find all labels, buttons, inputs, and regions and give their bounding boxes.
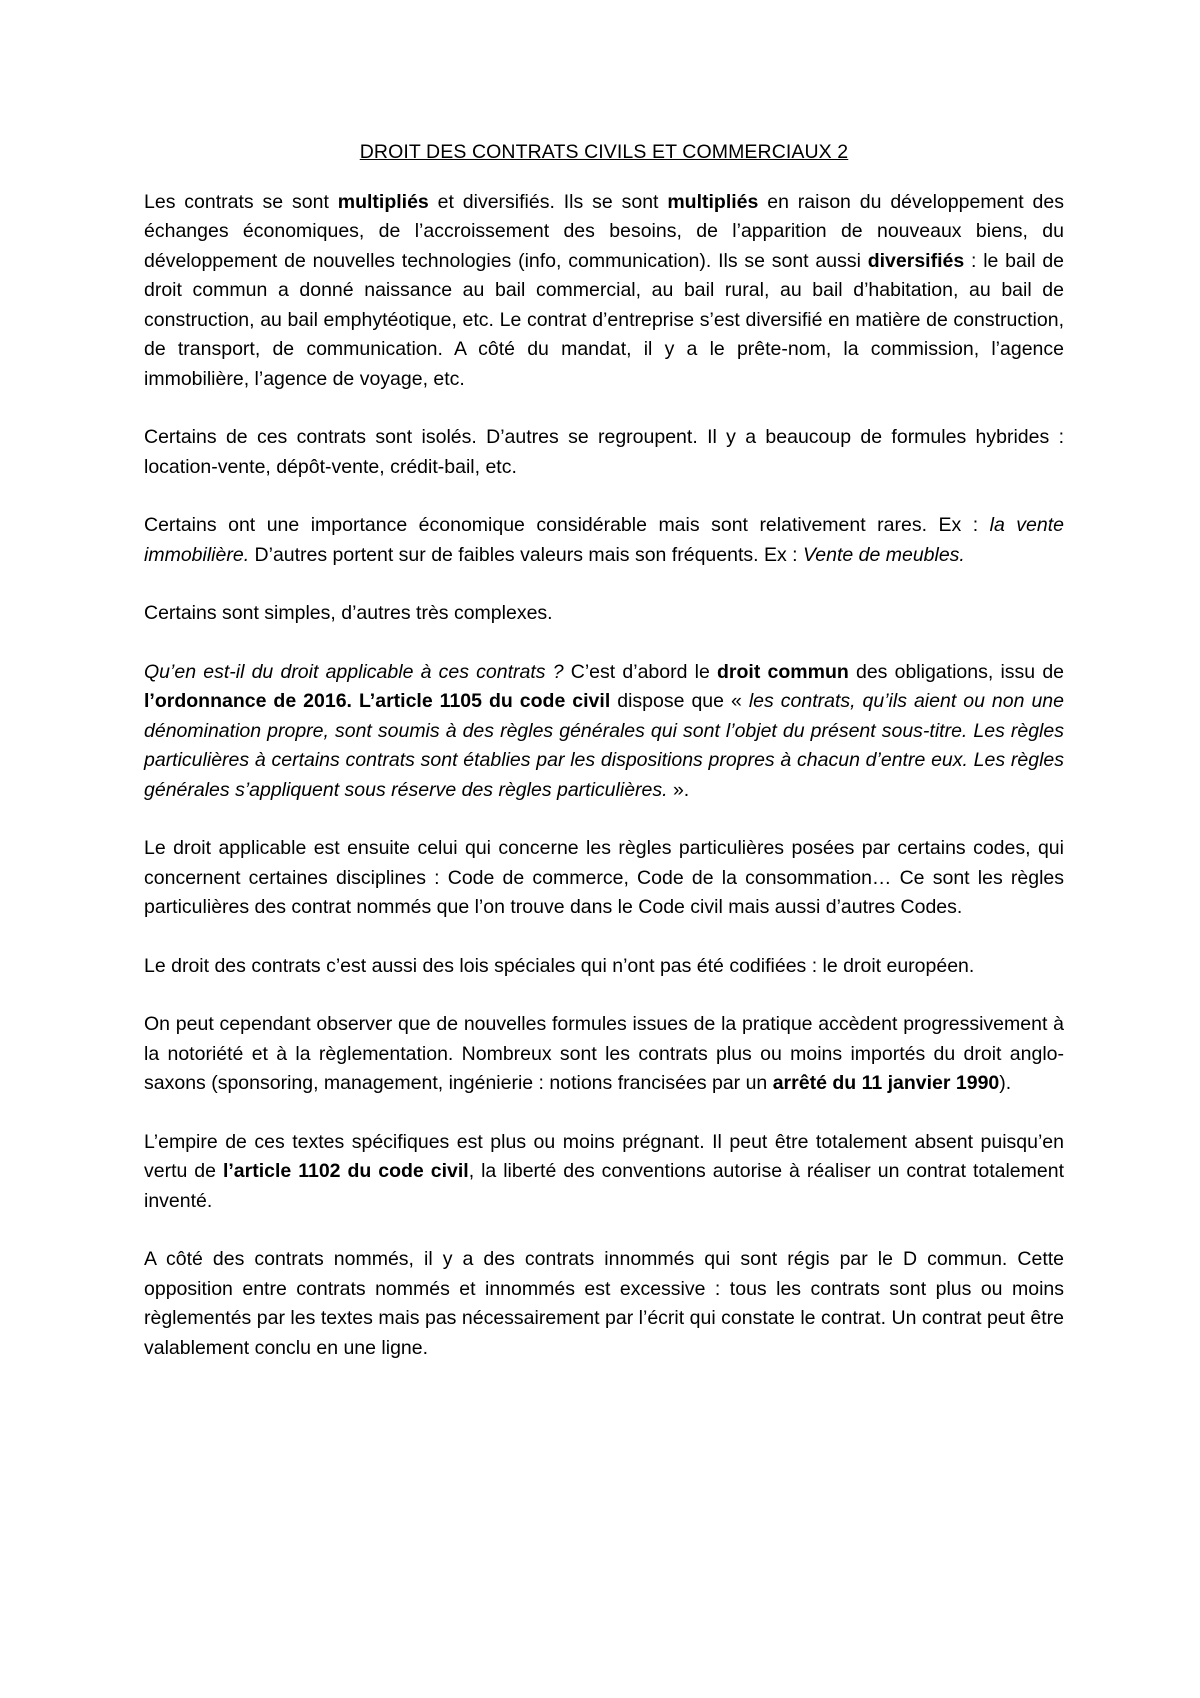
text-run: Certains ont une importance économique considérable mais sont relativement rares. Ex : bbox=[144, 514, 990, 536]
document-title: DROIT DES CONTRATS CIVILS ET COMMERCIAUX 2 bbox=[359, 141, 849, 163]
paragraph-10: A côté des contrats nommés, il y a des contrats innommés qui sont régis par le D commun. Cette opposition entre contrats nommés et innommés est excessive : tous les contrats sont plus ou moins règlementés par les textes mais pas nécessairement par l’écrit qui constate le contrat. Un contrat peut être valablement conclu en une ligne. bbox=[144, 1248, 1064, 1359]
paragraph-2: Certains de ces contrats sont isolés. D’autres se regroupent. Il y a beaucoup de formules hybrides : location-vente, dépôt-vente, crédit-bail, etc. bbox=[144, 426, 1064, 478]
bold-run: l’ordonnance de 2016. L’article 1105 du code civil bbox=[144, 690, 611, 712]
text-run: ». bbox=[667, 778, 690, 801]
paragraph-7: Le droit des contrats c’est aussi des lois spéciales qui n’ont pas été codifiées : le droit européen. bbox=[144, 954, 975, 977]
text-run: : le bail de droit commun a donné naissance au bail commercial, au bail rural, au bail d’habitation, au bail de construction, au bail emphytéotique, etc. Le contrat d’entreprise s’est diversifié en matière de construction, de transport, de communication. A côté du mandat, il y a le prête-nom, la commission, l’agence immobilière, l’agence de voyage, etc. bbox=[144, 249, 1065, 390]
paragraph-6: Le droit applicable est ensuite celui qui concerne les règles particulières posées par certains codes, qui concernent certaines disciplines : Code de commerce, Code de la consommation… Ce sont les règles particulières des contrat nommés que l’on trouve dans le Code civil mais aussi d’autres Codes. bbox=[144, 837, 1064, 918]
text-run: en raison du développement des échanges économiques, de l’accroissement des besoins, de l’apparition de nouveaux biens, du développement de nouvelles technologies (info, communication). Ils se sont aussi bbox=[144, 190, 1064, 272]
text-run: L’empire de ces textes spécifiques est plus ou moins prégnant. Il peut être totalement absent puisqu’en vertu de bbox=[144, 1130, 1064, 1182]
paragraph-5 bbox=[144, 658, 1064, 806]
bold-run: multipliés bbox=[337, 190, 429, 213]
italic-run: les contrats, qu’ils aient ou non une dénomination propre, sont soumis à des règles générales qui sont l’objet du présent sous-titre. Les règles particulières à certains contrats sont établies par les dispositions propres à chacun d’entre eux. Les règles générales s’appliquent sous réserve des règles particulières. bbox=[144, 690, 1064, 801]
document-page bbox=[144, 138, 1064, 1392]
text-run: dispose que « bbox=[610, 690, 749, 712]
italic-run: Vente de meubles. bbox=[802, 543, 965, 566]
paragraph-3 bbox=[144, 511, 1064, 570]
bold-run: arrêté du 11 janvier 1990 bbox=[772, 1072, 1000, 1094]
text-run: On peut cependant observer que de nouvelles formules issues de la pratique accèdent progressivement à la notoriété et à la règlementation. Nombreux sont les contrats plus ou moins importés du droit anglo-saxons (sponsoring, management, ingénierie : notions francisées par un bbox=[144, 1013, 1064, 1094]
paragraph-9 bbox=[144, 1128, 1064, 1217]
paragraph-1 bbox=[144, 188, 1064, 395]
text-run: C’est d’abord le bbox=[563, 660, 717, 683]
text-run: D’autres portent sur de faibles valeurs mais son fréquents. Ex : bbox=[249, 543, 803, 566]
bold-run: diversifiés bbox=[867, 249, 965, 272]
text-run: , la liberté des conventions autorise à réaliser un contrat totalement inventé. bbox=[144, 1160, 1065, 1212]
text-run: ). bbox=[999, 1072, 1012, 1094]
bold-run: l’article 1102 du code civil bbox=[222, 1160, 469, 1182]
bold-run: multipliés bbox=[667, 190, 759, 213]
text-run: et diversifiés. Ils se sont bbox=[428, 190, 668, 213]
paragraph-8 bbox=[144, 1010, 1064, 1099]
paragraph-4: Certains sont simples, d’autres très complexes. bbox=[144, 602, 553, 624]
bold-run: droit commun bbox=[717, 660, 849, 683]
text-run: des obligations, issu de bbox=[848, 660, 1065, 683]
text-run: Les contrats se sont bbox=[144, 190, 338, 213]
italic-run: la vente immobilière. bbox=[144, 514, 1064, 566]
italic-run: Qu’en est-il du droit applicable à ces contrats ? bbox=[144, 660, 564, 683]
